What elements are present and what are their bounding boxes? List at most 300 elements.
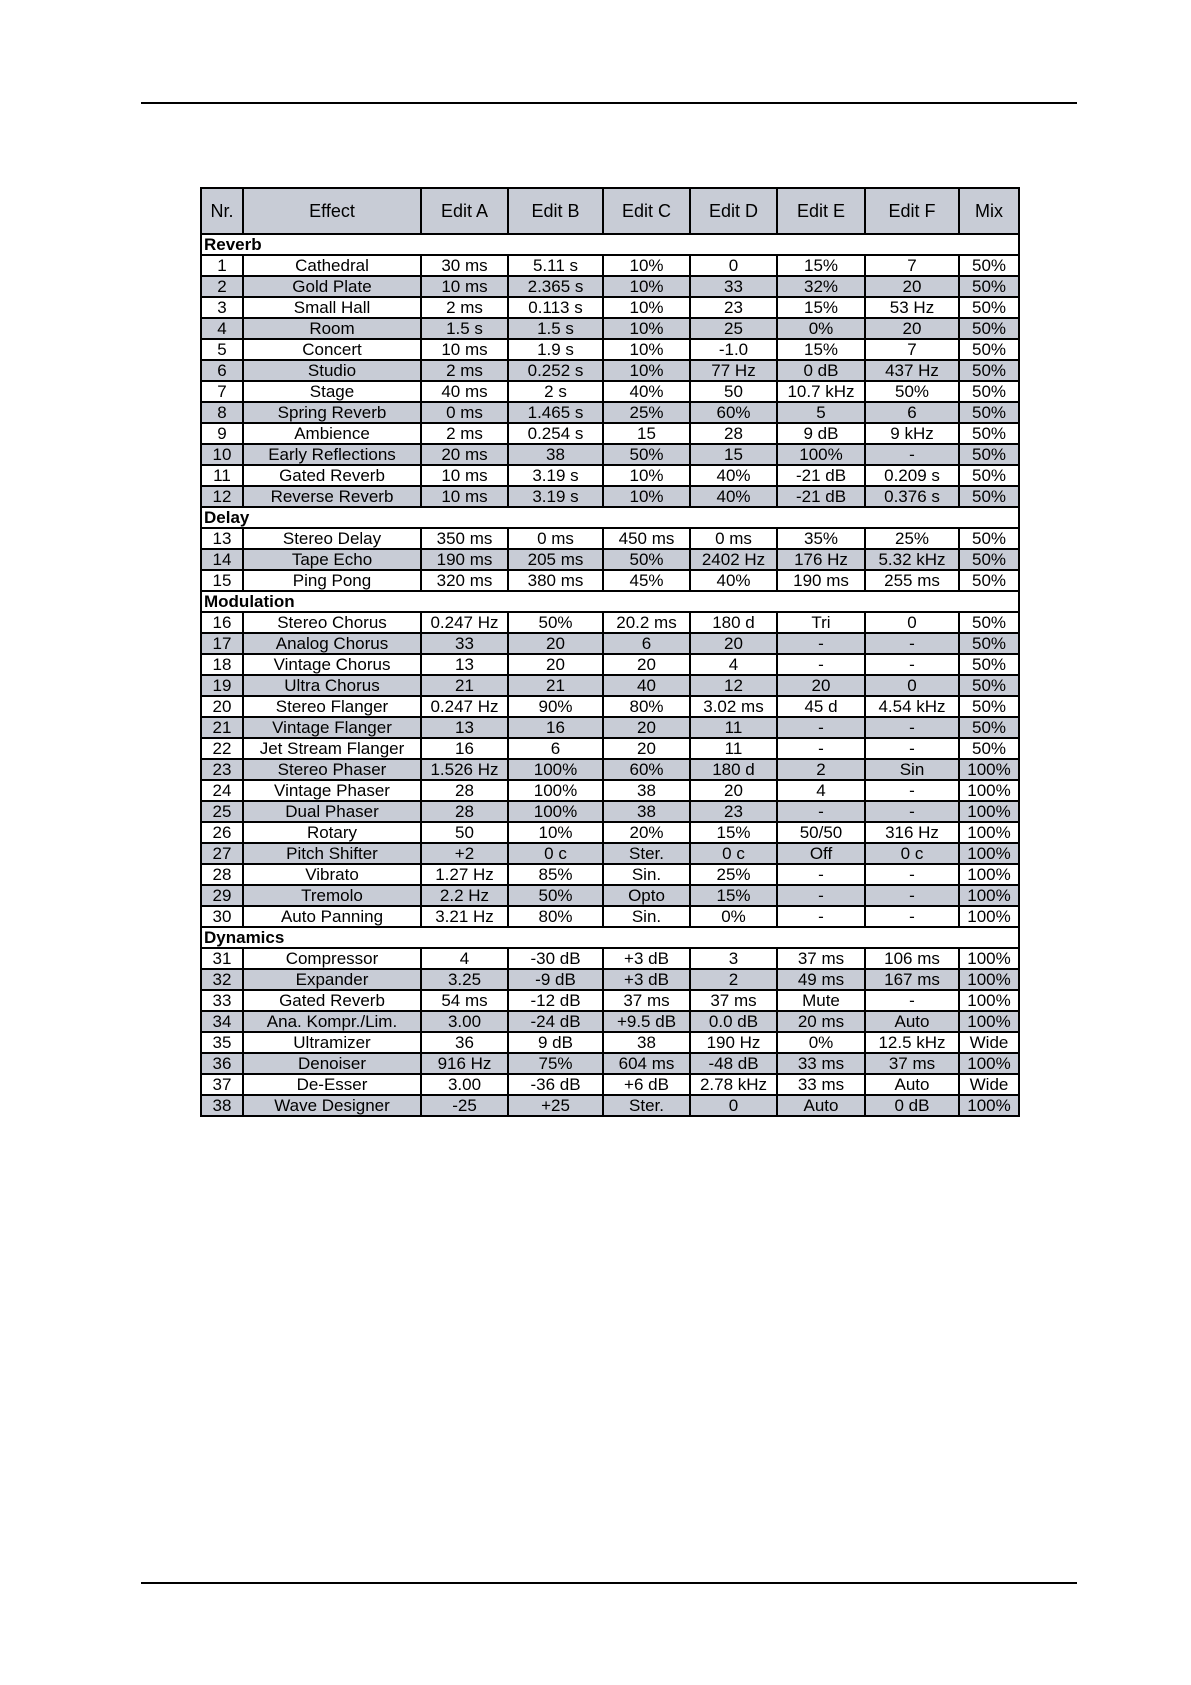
cell-edit-e: - <box>777 738 865 759</box>
cell-effect: Early Reflections <box>243 444 421 465</box>
cell-edit-b: 0.254 s <box>508 423 603 444</box>
cell-edit-a: 3.21 Hz <box>421 906 508 927</box>
cell-effect: Gated Reverb <box>243 990 421 1011</box>
cell-edit-f: - <box>865 885 959 906</box>
cell-edit-e: 15% <box>777 297 865 318</box>
cell-edit-d: 12 <box>690 675 777 696</box>
table-row <box>201 654 1019 675</box>
cell-effect: Compressor <box>243 948 421 969</box>
cell-edit-a: 2.2 Hz <box>421 885 508 906</box>
cell-edit-f: - <box>865 633 959 654</box>
cell-edit-e: - <box>777 906 865 927</box>
cell-mix: 100% <box>959 759 1019 780</box>
table-row <box>201 633 1019 654</box>
column-header-effect: Effect <box>243 188 421 234</box>
cell-edit-d: 25% <box>690 864 777 885</box>
cell-effect: Jet Stream Flanger <box>243 738 421 759</box>
cell-edit-e: 15% <box>777 339 865 360</box>
table-header-row <box>201 188 1019 234</box>
section-title: Dynamics <box>201 927 1019 948</box>
cell-edit-d: 11 <box>690 717 777 738</box>
cell-mix: 100% <box>959 969 1019 990</box>
cell-edit-b: 38 <box>508 444 603 465</box>
cell-edit-f: - <box>865 801 959 822</box>
cell-nr: 22 <box>201 738 243 759</box>
cell-effect: Ana. Kompr./Lim. <box>243 1011 421 1032</box>
cell-edit-d: 180 d <box>690 759 777 780</box>
cell-edit-a: 2 ms <box>421 423 508 444</box>
cell-edit-f: 4.54 kHz <box>865 696 959 717</box>
cell-edit-b: 2.365 s <box>508 276 603 297</box>
cell-mix: 50% <box>959 465 1019 486</box>
cell-edit-f: 20 <box>865 276 959 297</box>
cell-edit-a: 10 ms <box>421 465 508 486</box>
section-row <box>201 927 1019 948</box>
cell-edit-e: 9 dB <box>777 423 865 444</box>
section-row <box>201 591 1019 612</box>
cell-edit-e: 100% <box>777 444 865 465</box>
cell-nr: 12 <box>201 486 243 507</box>
cell-nr: 27 <box>201 843 243 864</box>
table-row <box>201 780 1019 801</box>
cell-nr: 7 <box>201 381 243 402</box>
cell-edit-f: - <box>865 717 959 738</box>
cell-nr: 37 <box>201 1074 243 1095</box>
cell-edit-f: 53 Hz <box>865 297 959 318</box>
table-row <box>201 969 1019 990</box>
cell-edit-d: 33 <box>690 276 777 297</box>
cell-edit-c: 10% <box>603 255 690 276</box>
cell-edit-f: - <box>865 780 959 801</box>
cell-edit-c: 10% <box>603 276 690 297</box>
cell-mix: 50% <box>959 402 1019 423</box>
table-row <box>201 528 1019 549</box>
cell-edit-d: 28 <box>690 423 777 444</box>
cell-edit-d: 23 <box>690 297 777 318</box>
column-header-edit-b: Edit B <box>508 188 603 234</box>
cell-edit-d: 20 <box>690 633 777 654</box>
cell-effect: Denoiser <box>243 1053 421 1074</box>
cell-edit-b: 0.252 s <box>508 360 603 381</box>
cell-nr: 3 <box>201 297 243 318</box>
cell-edit-a: 3.00 <box>421 1011 508 1032</box>
cell-mix: 50% <box>959 696 1019 717</box>
column-header-edit-f: Edit F <box>865 188 959 234</box>
section-title: Reverb <box>201 234 1019 255</box>
cell-edit-e: - <box>777 633 865 654</box>
cell-edit-b: 80% <box>508 906 603 927</box>
cell-edit-c: 38 <box>603 801 690 822</box>
cell-edit-a: 2 ms <box>421 360 508 381</box>
table-row <box>201 906 1019 927</box>
cell-edit-e: 32% <box>777 276 865 297</box>
cell-edit-d: 2 <box>690 969 777 990</box>
cell-edit-c: 50% <box>603 549 690 570</box>
cell-mix: 50% <box>959 528 1019 549</box>
cell-nr: 32 <box>201 969 243 990</box>
cell-edit-f: 0 <box>865 612 959 633</box>
cell-nr: 26 <box>201 822 243 843</box>
cell-edit-e: Mute <box>777 990 865 1011</box>
cell-edit-f: 437 Hz <box>865 360 959 381</box>
cell-edit-b: 90% <box>508 696 603 717</box>
cell-edit-a: 0.247 Hz <box>421 696 508 717</box>
cell-nr: 5 <box>201 339 243 360</box>
cell-edit-f: 12.5 kHz <box>865 1032 959 1053</box>
cell-nr: 14 <box>201 549 243 570</box>
table-row <box>201 801 1019 822</box>
cell-edit-b: 21 <box>508 675 603 696</box>
cell-effect: Reverse Reverb <box>243 486 421 507</box>
cell-edit-f: 106 ms <box>865 948 959 969</box>
table-row <box>201 738 1019 759</box>
cell-effect: Stereo Chorus <box>243 612 421 633</box>
cell-edit-a: 3.00 <box>421 1074 508 1095</box>
cell-mix: 50% <box>959 675 1019 696</box>
cell-mix: 50% <box>959 339 1019 360</box>
cell-mix: 100% <box>959 1095 1019 1116</box>
cell-edit-b: 1.5 s <box>508 318 603 339</box>
cell-nr: 19 <box>201 675 243 696</box>
cell-edit-f: 0 c <box>865 843 959 864</box>
cell-edit-f: 37 ms <box>865 1053 959 1074</box>
cell-edit-a: 13 <box>421 717 508 738</box>
cell-nr: 15 <box>201 570 243 591</box>
table-body <box>201 234 1019 1116</box>
cell-mix: 50% <box>959 486 1019 507</box>
cell-edit-e: 0% <box>777 318 865 339</box>
cell-effect: Stereo Flanger <box>243 696 421 717</box>
cell-nr: 9 <box>201 423 243 444</box>
cell-edit-e: 10.7 kHz <box>777 381 865 402</box>
column-header-edit-d: Edit D <box>690 188 777 234</box>
cell-mix: Wide <box>959 1032 1019 1053</box>
table-row <box>201 276 1019 297</box>
cell-nr: 6 <box>201 360 243 381</box>
cell-nr: 25 <box>201 801 243 822</box>
cell-edit-c: +3 dB <box>603 969 690 990</box>
table-row <box>201 1053 1019 1074</box>
cell-edit-d: 40% <box>690 486 777 507</box>
column-header-mix: Mix <box>959 188 1019 234</box>
cell-edit-c: 20 <box>603 717 690 738</box>
cell-effect: Tape Echo <box>243 549 421 570</box>
cell-nr: 16 <box>201 612 243 633</box>
cell-edit-f: 0.209 s <box>865 465 959 486</box>
cell-edit-f: - <box>865 990 959 1011</box>
cell-edit-e: - <box>777 801 865 822</box>
table-row <box>201 948 1019 969</box>
cell-effect: De-Esser <box>243 1074 421 1095</box>
section-row <box>201 234 1019 255</box>
cell-edit-d: 0% <box>690 906 777 927</box>
cell-mix: 50% <box>959 318 1019 339</box>
cell-edit-f: Auto <box>865 1011 959 1032</box>
table-row <box>201 1074 1019 1095</box>
column-header-edit-e: Edit E <box>777 188 865 234</box>
cell-edit-c: +9.5 dB <box>603 1011 690 1032</box>
table-row <box>201 1095 1019 1116</box>
cell-edit-b: 2 s <box>508 381 603 402</box>
cell-nr: 36 <box>201 1053 243 1074</box>
cell-edit-d: 0.0 dB <box>690 1011 777 1032</box>
cell-edit-b: 75% <box>508 1053 603 1074</box>
cell-edit-e: 20 ms <box>777 1011 865 1032</box>
cell-edit-a: 190 ms <box>421 549 508 570</box>
cell-nr: 31 <box>201 948 243 969</box>
cell-edit-a: 10 ms <box>421 486 508 507</box>
cell-edit-b: 100% <box>508 759 603 780</box>
cell-effect: Tremolo <box>243 885 421 906</box>
table-row <box>201 444 1019 465</box>
cell-nr: 8 <box>201 402 243 423</box>
cell-mix: 100% <box>959 906 1019 927</box>
cell-edit-e: 0 dB <box>777 360 865 381</box>
table-row <box>201 423 1019 444</box>
cell-edit-a: 1.526 Hz <box>421 759 508 780</box>
cell-effect: Concert <box>243 339 421 360</box>
cell-edit-e: 37 ms <box>777 948 865 969</box>
cell-edit-c: 10% <box>603 339 690 360</box>
cell-edit-f: 7 <box>865 339 959 360</box>
cell-edit-b: +25 <box>508 1095 603 1116</box>
cell-edit-a: 33 <box>421 633 508 654</box>
cell-edit-b: -24 dB <box>508 1011 603 1032</box>
cell-edit-f: - <box>865 738 959 759</box>
cell-mix: 50% <box>959 444 1019 465</box>
cell-edit-c: 80% <box>603 696 690 717</box>
cell-effect: Small Hall <box>243 297 421 318</box>
table-row <box>201 822 1019 843</box>
cell-edit-d: 11 <box>690 738 777 759</box>
cell-edit-f: - <box>865 444 959 465</box>
cell-edit-e: 4 <box>777 780 865 801</box>
cell-edit-d: 25 <box>690 318 777 339</box>
cell-edit-d: 3 <box>690 948 777 969</box>
cell-nr: 18 <box>201 654 243 675</box>
cell-edit-a: 4 <box>421 948 508 969</box>
cell-mix: 50% <box>959 549 1019 570</box>
cell-effect: Rotary <box>243 822 421 843</box>
cell-edit-b: 85% <box>508 864 603 885</box>
cell-edit-b: 3.19 s <box>508 465 603 486</box>
cell-edit-e: 20 <box>777 675 865 696</box>
cell-edit-f: 20 <box>865 318 959 339</box>
cell-nr: 17 <box>201 633 243 654</box>
cell-edit-f: 6 <box>865 402 959 423</box>
cell-mix: 100% <box>959 1053 1019 1074</box>
cell-effect: Room <box>243 318 421 339</box>
cell-mix: 50% <box>959 255 1019 276</box>
table-row <box>201 255 1019 276</box>
cell-mix: 100% <box>959 1011 1019 1032</box>
cell-edit-b: 9 dB <box>508 1032 603 1053</box>
cell-edit-e: 2 <box>777 759 865 780</box>
cell-edit-b: 0.113 s <box>508 297 603 318</box>
table-row <box>201 1011 1019 1032</box>
cell-effect: Cathedral <box>243 255 421 276</box>
cell-edit-d: 4 <box>690 654 777 675</box>
cell-edit-e: - <box>777 717 865 738</box>
cell-edit-a: 30 ms <box>421 255 508 276</box>
cell-edit-a: 10 ms <box>421 276 508 297</box>
cell-edit-c: 38 <box>603 1032 690 1053</box>
section-title: Delay <box>201 507 1019 528</box>
cell-edit-c: 604 ms <box>603 1053 690 1074</box>
cell-edit-a: 20 ms <box>421 444 508 465</box>
table-row <box>201 990 1019 1011</box>
header-rule <box>141 102 1077 104</box>
cell-edit-d: 40% <box>690 570 777 591</box>
cell-mix: 50% <box>959 633 1019 654</box>
cell-edit-c: 10% <box>603 465 690 486</box>
section-row <box>201 507 1019 528</box>
cell-edit-b: 1.465 s <box>508 402 603 423</box>
cell-effect: Vibrato <box>243 864 421 885</box>
table-row <box>201 675 1019 696</box>
cell-nr: 21 <box>201 717 243 738</box>
cell-edit-b: -30 dB <box>508 948 603 969</box>
cell-effect: Pitch Shifter <box>243 843 421 864</box>
cell-edit-e: -21 dB <box>777 465 865 486</box>
cell-edit-a: 0 ms <box>421 402 508 423</box>
cell-nr: 29 <box>201 885 243 906</box>
cell-nr: 24 <box>201 780 243 801</box>
cell-edit-d: 0 <box>690 1095 777 1116</box>
cell-edit-c: +3 dB <box>603 948 690 969</box>
table-row <box>201 1032 1019 1053</box>
cell-edit-d: 180 d <box>690 612 777 633</box>
cell-nr: 33 <box>201 990 243 1011</box>
cell-mix: 100% <box>959 780 1019 801</box>
cell-effect: Wave Designer <box>243 1095 421 1116</box>
cell-edit-f: 25% <box>865 528 959 549</box>
table-row <box>201 549 1019 570</box>
cell-edit-b: 20 <box>508 654 603 675</box>
cell-edit-b: 3.19 s <box>508 486 603 507</box>
cell-edit-e: 15% <box>777 255 865 276</box>
cell-effect: Stereo Delay <box>243 528 421 549</box>
cell-edit-e: 5 <box>777 402 865 423</box>
cell-edit-b: 6 <box>508 738 603 759</box>
cell-nr: 1 <box>201 255 243 276</box>
cell-edit-c: 40 <box>603 675 690 696</box>
column-header-edit-c: Edit C <box>603 188 690 234</box>
cell-edit-a: 1.27 Hz <box>421 864 508 885</box>
cell-edit-e: Tri <box>777 612 865 633</box>
cell-mix: 100% <box>959 948 1019 969</box>
cell-edit-a: 40 ms <box>421 381 508 402</box>
table-row <box>201 885 1019 906</box>
cell-effect: Spring Reverb <box>243 402 421 423</box>
cell-edit-b: 50% <box>508 612 603 633</box>
cell-edit-c: 38 <box>603 780 690 801</box>
cell-edit-b: 50% <box>508 885 603 906</box>
table-row <box>201 486 1019 507</box>
cell-edit-b: 380 ms <box>508 570 603 591</box>
cell-edit-c: +6 dB <box>603 1074 690 1095</box>
cell-edit-c: 45% <box>603 570 690 591</box>
cell-effect: Ultra Chorus <box>243 675 421 696</box>
cell-nr: 38 <box>201 1095 243 1116</box>
cell-edit-d: 15% <box>690 822 777 843</box>
cell-nr: 2 <box>201 276 243 297</box>
cell-nr: 35 <box>201 1032 243 1053</box>
cell-edit-e: 33 ms <box>777 1074 865 1095</box>
cell-edit-c: 20 <box>603 654 690 675</box>
cell-mix: 50% <box>959 360 1019 381</box>
cell-effect: Vintage Flanger <box>243 717 421 738</box>
cell-edit-d: 0 c <box>690 843 777 864</box>
cell-edit-c: 450 ms <box>603 528 690 549</box>
cell-edit-a: 916 Hz <box>421 1053 508 1074</box>
cell-edit-b: 10% <box>508 822 603 843</box>
cell-effect: Vintage Chorus <box>243 654 421 675</box>
cell-edit-e: 0% <box>777 1032 865 1053</box>
cell-edit-c: 20.2 ms <box>603 612 690 633</box>
cell-effect: Stereo Phaser <box>243 759 421 780</box>
cell-effect: Auto Panning <box>243 906 421 927</box>
cell-effect: Expander <box>243 969 421 990</box>
cell-nr: 11 <box>201 465 243 486</box>
cell-effect: Dual Phaser <box>243 801 421 822</box>
cell-edit-e: 35% <box>777 528 865 549</box>
cell-edit-c: 20 <box>603 738 690 759</box>
cell-effect: Stage <box>243 381 421 402</box>
cell-edit-c: 60% <box>603 759 690 780</box>
cell-edit-f: 0 <box>865 675 959 696</box>
cell-effect: Ultramizer <box>243 1032 421 1053</box>
cell-mix: 100% <box>959 801 1019 822</box>
cell-edit-c: 10% <box>603 318 690 339</box>
cell-edit-f: 0 dB <box>865 1095 959 1116</box>
cell-effect: Studio <box>243 360 421 381</box>
cell-edit-b: 205 ms <box>508 549 603 570</box>
cell-edit-f: Sin <box>865 759 959 780</box>
table-row <box>201 318 1019 339</box>
cell-effect: Gated Reverb <box>243 465 421 486</box>
cell-nr: 23 <box>201 759 243 780</box>
cell-mix: 50% <box>959 738 1019 759</box>
cell-edit-d: 20 <box>690 780 777 801</box>
cell-edit-b: 100% <box>508 780 603 801</box>
cell-mix: 100% <box>959 885 1019 906</box>
table-row <box>201 381 1019 402</box>
cell-edit-d: 77 Hz <box>690 360 777 381</box>
effects-table <box>200 187 1020 1117</box>
cell-mix: 50% <box>959 717 1019 738</box>
cell-edit-e: 45 d <box>777 696 865 717</box>
cell-edit-d: -48 dB <box>690 1053 777 1074</box>
cell-edit-a: +2 <box>421 843 508 864</box>
cell-edit-f: 9 kHz <box>865 423 959 444</box>
table-row <box>201 402 1019 423</box>
cell-edit-d: 15 <box>690 444 777 465</box>
cell-edit-c: 40% <box>603 381 690 402</box>
cell-edit-a: 54 ms <box>421 990 508 1011</box>
cell-edit-c: 10% <box>603 360 690 381</box>
cell-nr: 20 <box>201 696 243 717</box>
cell-edit-e: 49 ms <box>777 969 865 990</box>
cell-edit-d: 60% <box>690 402 777 423</box>
cell-edit-d: 40% <box>690 465 777 486</box>
cell-edit-a: 13 <box>421 654 508 675</box>
cell-mix: 100% <box>959 990 1019 1011</box>
table-row <box>201 339 1019 360</box>
cell-mix: 50% <box>959 381 1019 402</box>
cell-edit-e: Auto <box>777 1095 865 1116</box>
cell-edit-c: 25% <box>603 402 690 423</box>
